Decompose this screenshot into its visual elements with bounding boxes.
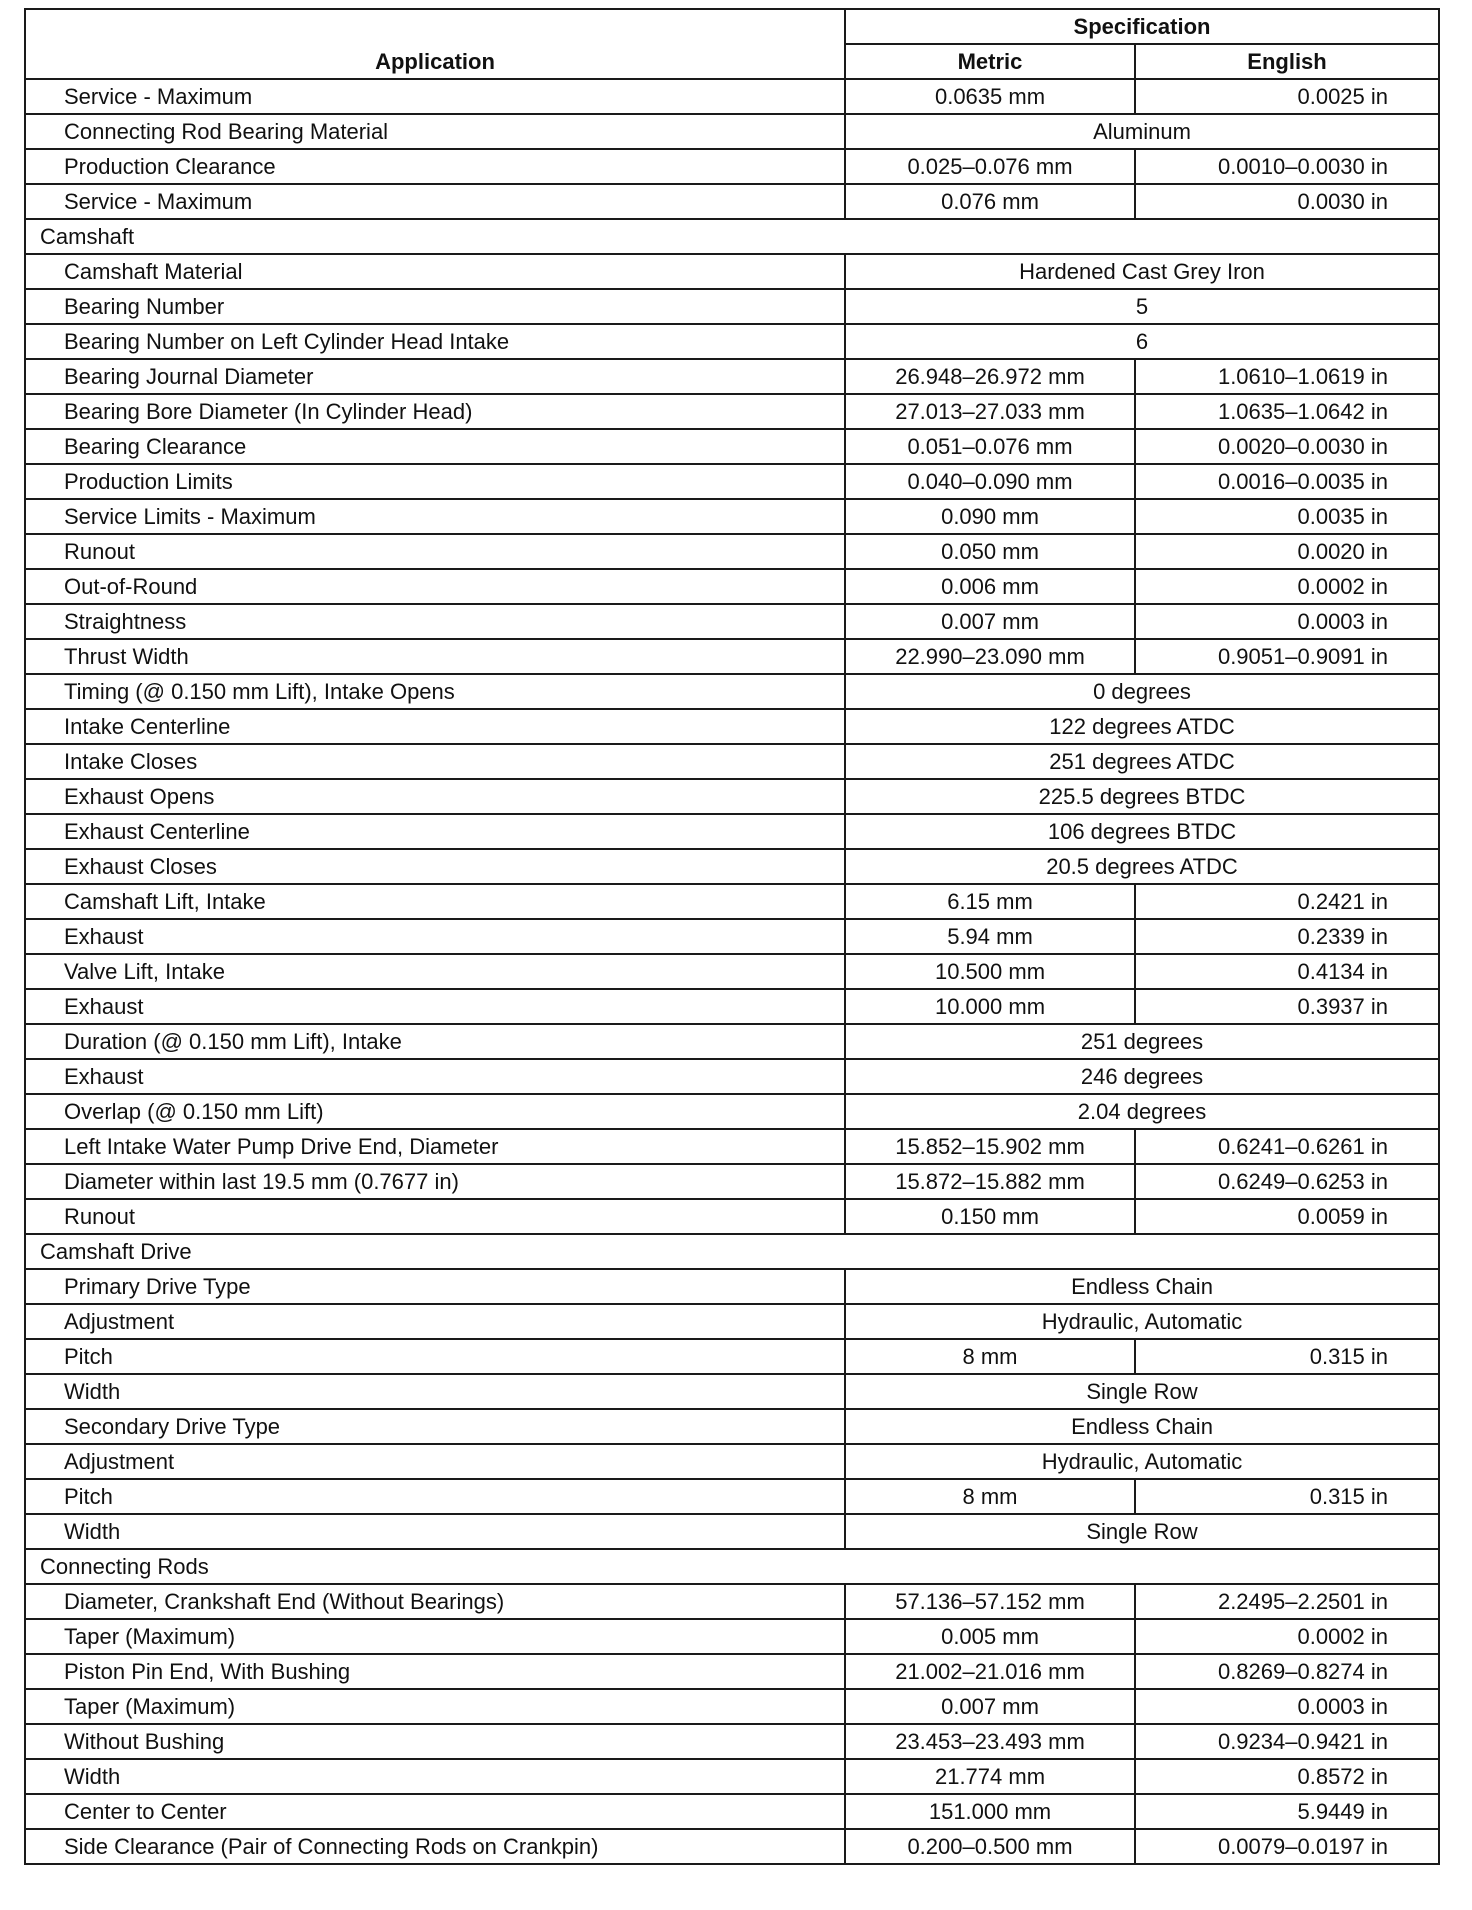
application-cell: Overlap (@ 0.150 mm Lift)	[25, 1094, 845, 1129]
metric-cell: 23.453–23.493 mm	[845, 1724, 1135, 1759]
table-row	[25, 1794, 1439, 1829]
metric-cell: 15.852–15.902 mm	[845, 1129, 1135, 1164]
table-row	[25, 149, 1439, 184]
application-cell: Production Clearance	[25, 149, 845, 184]
application-cell: Runout	[25, 1199, 845, 1234]
english-cell: 0.8572 in	[1135, 1759, 1439, 1794]
table-row	[25, 1584, 1439, 1619]
english-cell: 0.2339 in	[1135, 919, 1439, 954]
specification-cell: 251 degrees	[845, 1024, 1439, 1059]
table-row	[25, 814, 1439, 849]
application-cell: Width	[25, 1374, 845, 1409]
application-cell: Camshaft Material	[25, 254, 845, 289]
header-application: Application	[25, 9, 845, 79]
table-row	[25, 1724, 1439, 1759]
metric-cell: 5.94 mm	[845, 919, 1135, 954]
table-row	[25, 674, 1439, 709]
metric-cell: 0.006 mm	[845, 569, 1135, 604]
metric-cell: 8 mm	[845, 1479, 1135, 1514]
english-cell: 2.2495–2.2501 in	[1135, 1584, 1439, 1619]
english-cell: 0.9234–0.9421 in	[1135, 1724, 1439, 1759]
table-row	[25, 1199, 1439, 1234]
section-row	[25, 1549, 1439, 1584]
application-cell: Without Bushing	[25, 1724, 845, 1759]
section-row	[25, 219, 1439, 254]
section-heading: Camshaft Drive	[25, 1234, 1439, 1269]
application-cell: Timing (@ 0.150 mm Lift), Intake Opens	[25, 674, 845, 709]
english-cell: 0.6249–0.6253 in	[1135, 1164, 1439, 1199]
metric-cell: 0.051–0.076 mm	[845, 429, 1135, 464]
application-cell: Diameter, Crankshaft End (Without Bearings)	[25, 1584, 845, 1619]
english-cell: 0.0003 in	[1135, 1689, 1439, 1724]
specification-cell: 122 degrees ATDC	[845, 709, 1439, 744]
specification-cell: Aluminum	[845, 114, 1439, 149]
application-cell: Left Intake Water Pump Drive End, Diameter	[25, 1129, 845, 1164]
application-cell: Taper (Maximum)	[25, 1619, 845, 1654]
application-cell: Camshaft Lift, Intake	[25, 884, 845, 919]
specification-cell: 106 degrees BTDC	[845, 814, 1439, 849]
metric-cell: 0.040–0.090 mm	[845, 464, 1135, 499]
table-row	[25, 954, 1439, 989]
metric-cell: 10.500 mm	[845, 954, 1135, 989]
application-cell: Service - Maximum	[25, 184, 845, 219]
table-row	[25, 1339, 1439, 1374]
english-cell: 0.0035 in	[1135, 499, 1439, 534]
metric-cell: 6.15 mm	[845, 884, 1135, 919]
table-row	[25, 1654, 1439, 1689]
metric-cell: 57.136–57.152 mm	[845, 1584, 1135, 1619]
application-cell: Center to Center	[25, 1794, 845, 1829]
english-cell: 1.0610–1.0619 in	[1135, 359, 1439, 394]
specification-cell: Hardened Cast Grey Iron	[845, 254, 1439, 289]
specification-cell: 20.5 degrees ATDC	[845, 849, 1439, 884]
application-cell: Exhaust Opens	[25, 779, 845, 814]
application-cell: Bearing Number	[25, 289, 845, 324]
metric-cell: 0.0635 mm	[845, 79, 1135, 114]
specification-cell: Endless Chain	[845, 1409, 1439, 1444]
application-cell: Pitch	[25, 1339, 845, 1374]
application-cell: Secondary Drive Type	[25, 1409, 845, 1444]
application-cell: Adjustment	[25, 1304, 845, 1339]
application-cell: Diameter within last 19.5 mm (0.7677 in)	[25, 1164, 845, 1199]
table-row	[25, 639, 1439, 674]
metric-cell: 151.000 mm	[845, 1794, 1135, 1829]
application-cell: Width	[25, 1759, 845, 1794]
specification-cell: Single Row	[845, 1374, 1439, 1409]
specification-cell: Hydraulic, Automatic	[845, 1444, 1439, 1479]
english-cell: 0.0079–0.0197 in	[1135, 1829, 1439, 1864]
application-cell: Side Clearance (Pair of Connecting Rods on Crankpin)	[25, 1829, 845, 1864]
table-row	[25, 289, 1439, 324]
table-row	[25, 779, 1439, 814]
table-row	[25, 1444, 1439, 1479]
application-cell: Service Limits - Maximum	[25, 499, 845, 534]
english-cell: 0.0020–0.0030 in	[1135, 429, 1439, 464]
english-cell: 0.0030 in	[1135, 184, 1439, 219]
application-cell: Taper (Maximum)	[25, 1689, 845, 1724]
table-row	[25, 1514, 1439, 1549]
table-row	[25, 884, 1439, 919]
specification-cell: 6	[845, 324, 1439, 359]
application-cell: Adjustment	[25, 1444, 845, 1479]
table-row	[25, 254, 1439, 289]
english-cell: 0.0010–0.0030 in	[1135, 149, 1439, 184]
metric-cell: 0.200–0.500 mm	[845, 1829, 1135, 1864]
english-cell: 0.0020 in	[1135, 534, 1439, 569]
table-row	[25, 359, 1439, 394]
table-row	[25, 114, 1439, 149]
table-row	[25, 184, 1439, 219]
application-cell: Bearing Bore Diameter (In Cylinder Head)	[25, 394, 845, 429]
specification-cell: Single Row	[845, 1514, 1439, 1549]
specification-cell: 251 degrees ATDC	[845, 744, 1439, 779]
table-row	[25, 1374, 1439, 1409]
english-cell: 0.0016–0.0035 in	[1135, 464, 1439, 499]
table-row	[25, 429, 1439, 464]
english-cell: 0.0002 in	[1135, 569, 1439, 604]
table-row	[25, 1304, 1439, 1339]
specification-cell: Endless Chain	[845, 1269, 1439, 1304]
application-cell: Bearing Journal Diameter	[25, 359, 845, 394]
application-cell: Exhaust Closes	[25, 849, 845, 884]
application-cell: Service - Maximum	[25, 79, 845, 114]
specification-table	[24, 8, 1440, 1865]
english-cell: 0.6241–0.6261 in	[1135, 1129, 1439, 1164]
application-cell: Exhaust	[25, 989, 845, 1024]
table-row	[25, 1164, 1439, 1199]
english-cell: 1.0635–1.0642 in	[1135, 394, 1439, 429]
application-cell: Piston Pin End, With Bushing	[25, 1654, 845, 1689]
table-row	[25, 569, 1439, 604]
english-cell: 0.2421 in	[1135, 884, 1439, 919]
table-row	[25, 464, 1439, 499]
metric-cell: 21.774 mm	[845, 1759, 1135, 1794]
section-heading: Camshaft	[25, 219, 1439, 254]
metric-cell: 22.990–23.090 mm	[845, 639, 1135, 674]
specification-cell: Hydraulic, Automatic	[845, 1304, 1439, 1339]
application-cell: Intake Centerline	[25, 709, 845, 744]
metric-cell: 26.948–26.972 mm	[845, 359, 1135, 394]
english-cell: 0.4134 in	[1135, 954, 1439, 989]
table-row	[25, 499, 1439, 534]
metric-cell: 0.025–0.076 mm	[845, 149, 1135, 184]
metric-cell: 0.005 mm	[845, 1619, 1135, 1654]
header-specification: Specification	[845, 9, 1439, 44]
metric-cell: 0.050 mm	[845, 534, 1135, 569]
english-cell: 0.315 in	[1135, 1339, 1439, 1374]
application-cell: Exhaust Centerline	[25, 814, 845, 849]
metric-cell: 0.090 mm	[845, 499, 1135, 534]
table-row	[25, 1479, 1439, 1514]
table-row	[25, 604, 1439, 639]
application-cell: Connecting Rod Bearing Material	[25, 114, 845, 149]
application-cell: Straightness	[25, 604, 845, 639]
table-row	[25, 1829, 1439, 1864]
application-cell: Runout	[25, 534, 845, 569]
specification-cell: 0 degrees	[845, 674, 1439, 709]
table-row	[25, 709, 1439, 744]
application-cell: Primary Drive Type	[25, 1269, 845, 1304]
specification-cell: 246 degrees	[845, 1059, 1439, 1094]
table-row	[25, 1059, 1439, 1094]
table-row	[25, 324, 1439, 359]
table-row	[25, 989, 1439, 1024]
english-cell: 0.3937 in	[1135, 989, 1439, 1024]
application-cell: Bearing Clearance	[25, 429, 845, 464]
english-cell: 0.8269–0.8274 in	[1135, 1654, 1439, 1689]
header-metric: Metric	[845, 44, 1135, 79]
metric-cell: 0.007 mm	[845, 1689, 1135, 1724]
specification-cell: 5	[845, 289, 1439, 324]
section-row	[25, 1234, 1439, 1269]
table-header	[25, 9, 1439, 79]
header-row-top	[25, 9, 1439, 44]
specification-cell: 2.04 degrees	[845, 1094, 1439, 1129]
application-cell: Intake Closes	[25, 744, 845, 779]
table-row	[25, 1759, 1439, 1794]
metric-cell: 8 mm	[845, 1339, 1135, 1374]
metric-cell: 21.002–21.016 mm	[845, 1654, 1135, 1689]
table-row	[25, 534, 1439, 569]
table-body	[25, 79, 1439, 1864]
metric-cell: 0.076 mm	[845, 184, 1135, 219]
english-cell: 5.9449 in	[1135, 1794, 1439, 1829]
table-row	[25, 849, 1439, 884]
table-row	[25, 744, 1439, 779]
metric-cell: 15.872–15.882 mm	[845, 1164, 1135, 1199]
english-cell: 0.0003 in	[1135, 604, 1439, 639]
application-cell: Production Limits	[25, 464, 845, 499]
application-cell: Thrust Width	[25, 639, 845, 674]
application-cell: Exhaust	[25, 1059, 845, 1094]
metric-cell: 0.150 mm	[845, 1199, 1135, 1234]
english-cell: 0.0002 in	[1135, 1619, 1439, 1654]
application-cell: Bearing Number on Left Cylinder Head Intake	[25, 324, 845, 359]
application-cell: Width	[25, 1514, 845, 1549]
table-row	[25, 1129, 1439, 1164]
application-cell: Out-of-Round	[25, 569, 845, 604]
application-cell: Pitch	[25, 1479, 845, 1514]
metric-cell: 27.013–27.033 mm	[845, 394, 1135, 429]
table-row	[25, 919, 1439, 954]
application-cell: Valve Lift, Intake	[25, 954, 845, 989]
table-row	[25, 394, 1439, 429]
metric-cell: 10.000 mm	[845, 989, 1135, 1024]
specification-cell: 225.5 degrees BTDC	[845, 779, 1439, 814]
table-row	[25, 1024, 1439, 1059]
table-row	[25, 1094, 1439, 1129]
table-row	[25, 1689, 1439, 1724]
english-cell: 0.9051–0.9091 in	[1135, 639, 1439, 674]
application-cell: Duration (@ 0.150 mm Lift), Intake	[25, 1024, 845, 1059]
english-cell: 0.315 in	[1135, 1479, 1439, 1514]
application-cell: Exhaust	[25, 919, 845, 954]
table-row	[25, 1619, 1439, 1654]
table-row	[25, 79, 1439, 114]
table-row	[25, 1409, 1439, 1444]
table-row	[25, 1269, 1439, 1304]
header-english: English	[1135, 44, 1439, 79]
english-cell: 0.0059 in	[1135, 1199, 1439, 1234]
section-heading: Connecting Rods	[25, 1549, 1439, 1584]
metric-cell: 0.007 mm	[845, 604, 1135, 639]
english-cell: 0.0025 in	[1135, 79, 1439, 114]
